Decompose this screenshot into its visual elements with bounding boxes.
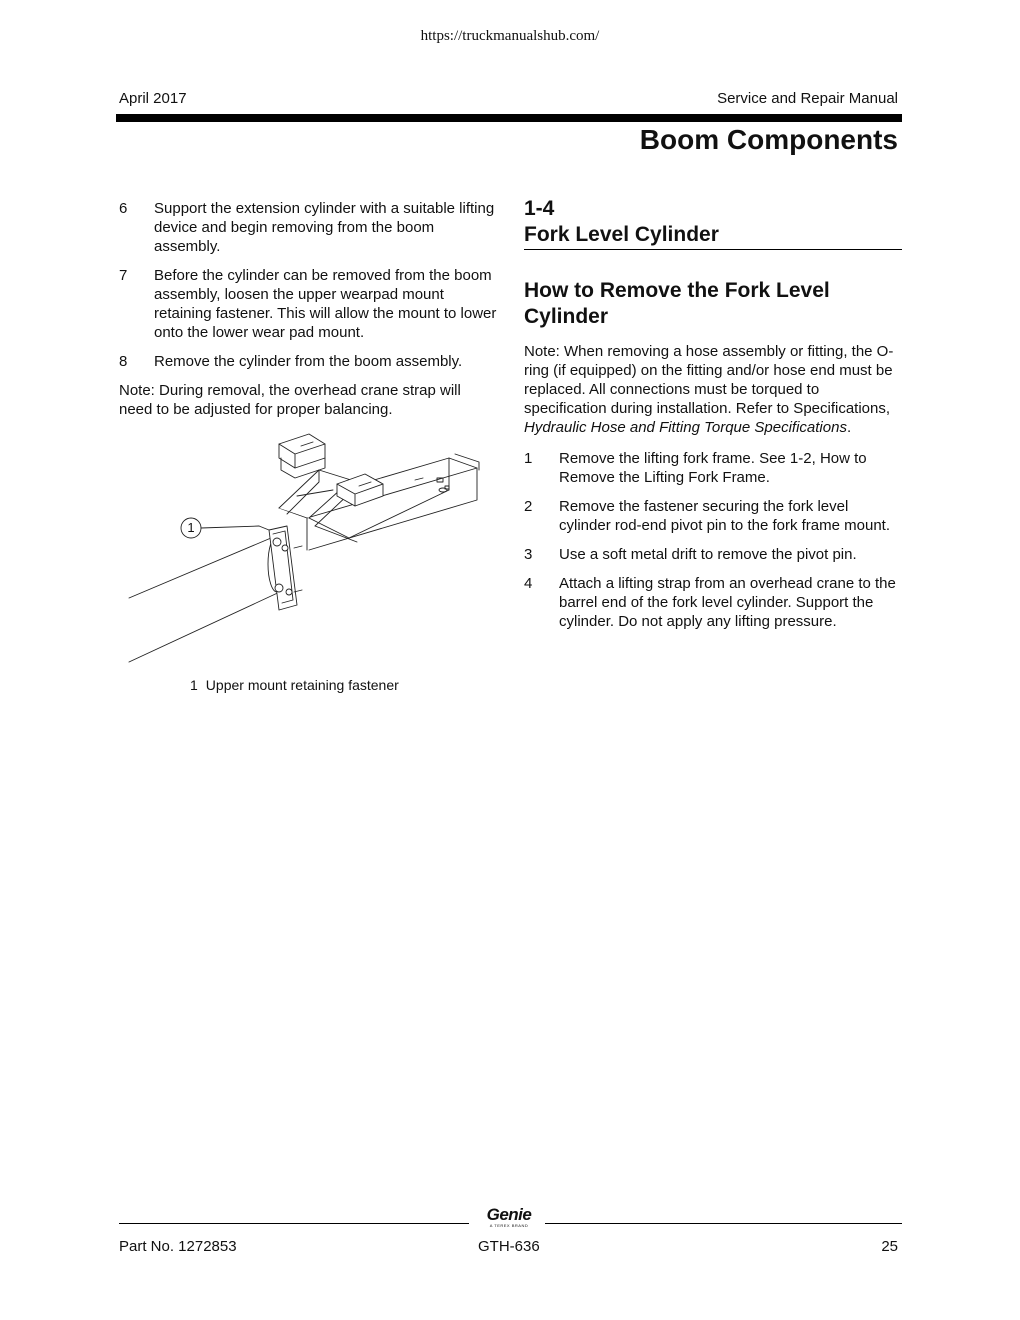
step-text: Remove the lifting fork frame. See 1-2, How to Remove the Lifting Fork Frame.	[559, 450, 867, 486]
header-manual-title: Service and Repair Manual	[717, 90, 898, 107]
caption-number: 1	[190, 677, 198, 693]
boom-drawing	[119, 430, 497, 670]
step-8	[119, 352, 497, 371]
page-number: 25	[881, 1238, 898, 1255]
genie-logo	[478, 1206, 540, 1228]
step-text: Use a soft metal drift to remove the pivot pin.	[559, 546, 857, 563]
step-number: 8	[119, 353, 128, 370]
section-number: 1-4	[524, 197, 555, 220]
hose-note	[524, 342, 902, 437]
procedure-title: How to Remove the Fork Level Cylinder	[524, 279, 830, 328]
boom-illustration	[119, 430, 497, 670]
section-name: Fork Level Cylinder	[524, 222, 902, 250]
header-rule	[116, 114, 902, 122]
step-3	[524, 545, 902, 564]
note-text: Note: When removing a hose assembly or fitting, the O-ring (if equipped) on the fitting and/or hose end must be replaced. All connections must be torqued to specification during installation. Refer to Specifications,	[524, 343, 894, 417]
footer-rule-left	[119, 1223, 469, 1224]
step-text: Support the extension cylinder with a suitable lifting device and begin removing from the boom assembly.	[154, 200, 495, 255]
step-4	[524, 574, 902, 631]
caption-text: Upper mount retaining fastener	[205, 677, 399, 693]
step-number: 6	[119, 200, 128, 217]
callout-number: 1	[187, 520, 195, 535]
note-end: .	[846, 419, 852, 436]
part-number: Part No. 1272853	[119, 1238, 237, 1255]
step-text: Remove the fastener securing the fork level cylinder rod-end pivot pin to the fork frame mount.	[559, 498, 890, 534]
step-number: 2	[524, 498, 533, 515]
step-text: Before the cylinder can be removed from the boom assembly, loosen the upper wearpad mount retaining fastener. This will allow the mount to lower onto the lower wear pad mount.	[154, 267, 497, 341]
step-6	[119, 199, 497, 256]
figure-caption	[190, 677, 399, 693]
source-url: https://truckmanualshub.com/	[420, 28, 600, 44]
removal-note: Note: During removal, the overhead crane strap will need to be adjusted for proper balancing.	[119, 382, 461, 418]
step-2	[524, 497, 902, 535]
step-text: Remove the cylinder from the boom assembly.	[154, 353, 463, 370]
step-7	[119, 266, 497, 342]
logo-wordmark: Genie	[486, 1205, 532, 1224]
footer-rule-right	[545, 1223, 902, 1224]
step-number: 7	[119, 267, 128, 284]
header-date: April 2017	[119, 90, 187, 107]
logo-tagline: A TEREX BRAND	[489, 1223, 529, 1228]
section-title: Boom Components	[639, 124, 898, 155]
step-number: 4	[524, 575, 533, 592]
step-1	[524, 449, 902, 487]
left-column	[119, 199, 497, 419]
step-number: 3	[524, 546, 533, 563]
note-reference: Hydraulic Hose and Fitting Torque Specifications	[524, 419, 847, 436]
step-text: Attach a lifting strap from an overhead crane to the barrel end of the fork level cylinder. Support the cylinder. Do not apply any lifting pressure.	[559, 575, 896, 630]
model-number: GTH-636	[478, 1238, 540, 1255]
right-column	[524, 196, 902, 641]
step-number: 1	[524, 450, 533, 467]
